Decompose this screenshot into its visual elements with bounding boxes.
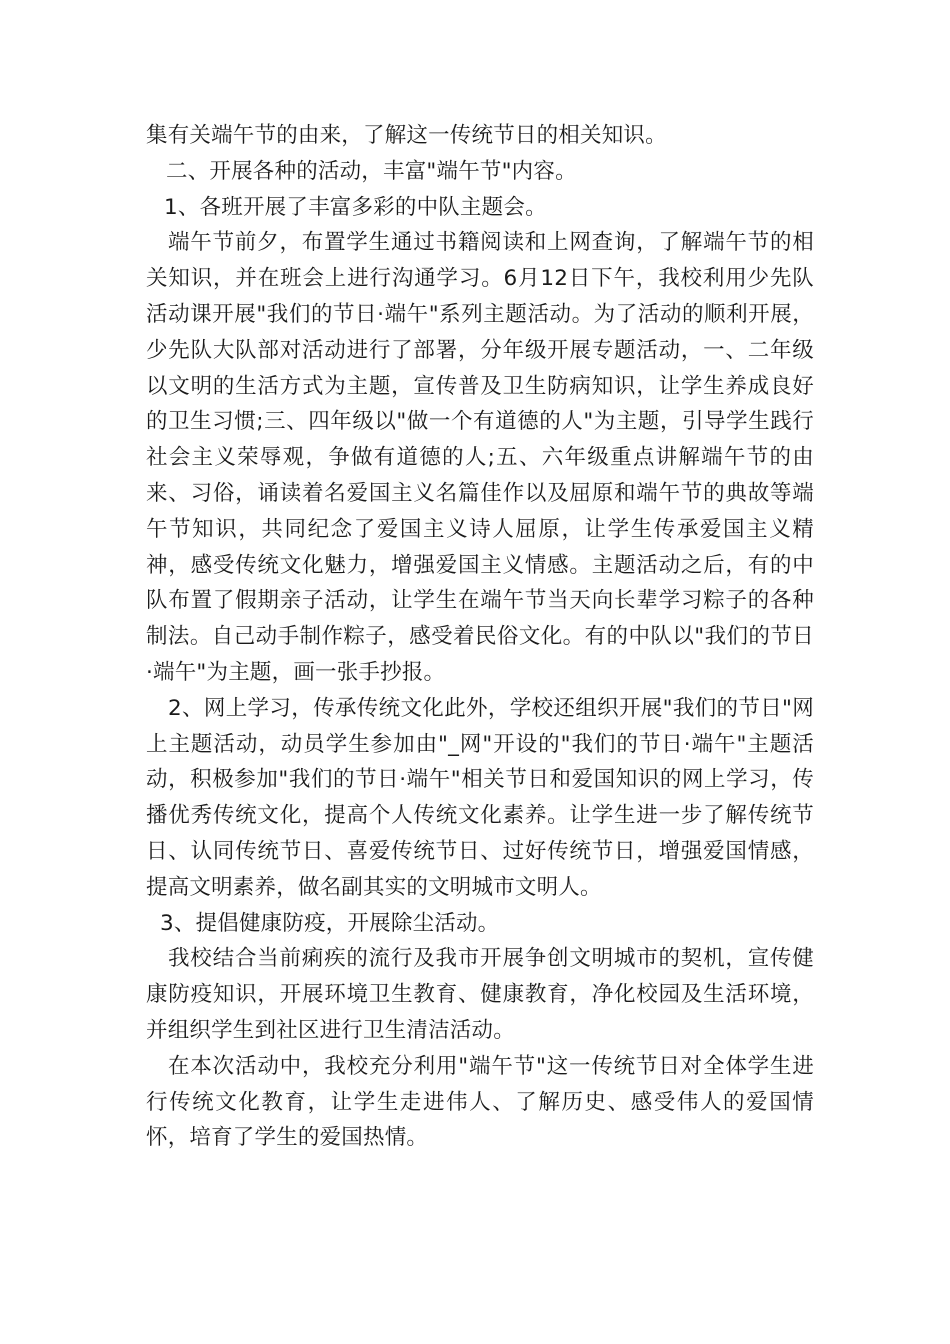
paragraph-conclusion: 在本次活动中，我校充分利用"端午节"这一传统节日对全体学生进行传统文化教育，让学生走进伟人、了解历史、感受伟人的爱国情怀，培育了学生的爱国热情。 bbox=[146, 1053, 814, 1151]
paragraph-online-learning: 2、网上学习，传承传统文化此外，学校还组织开展"我们的节日"网上主题活动，动员学生参加由"_网"开设的"我们的节日·端午"主题活动，积极参加"我们的节日·端午"相关节日和爱国知识的网上学习，传播优秀传统文化，提高个人传统文化素养。让学生进一步了解传统节日、认同传统节日、喜爱传统节日、过好传统节日，增强爱国情感，提高文明素养，做名副其实的文明城市文明人。 bbox=[146, 695, 814, 900]
section-heading-two: 二、开展各种的活动，丰富"端午节"内容。 bbox=[166, 158, 577, 184]
paragraph-continuation: 集有关端午节的由来，了解这一传统节日的相关知识。 bbox=[146, 123, 667, 148]
document-body bbox=[146, 118, 814, 1156]
subheading-one: 1、各班开展了丰富多彩的中队主题会。 bbox=[164, 194, 547, 220]
subheading-three: 3、提倡健康防疫，开展除尘活动。 bbox=[160, 910, 500, 936]
paragraph-health-prevention: 我校结合当前痢疾的流行及我市开展争创文明城市的契机，宣传健康防疫知识，开展环境卫生教育、健康教育，净化校园及生活环境，并组织学生到社区进行卫生清洁活动。 bbox=[146, 946, 814, 1043]
paragraph-class-meetings: 端午节前夕，布置学生通过书籍阅读和上网查询，了解端午节的相关知识，并在班会上进行沟通学习。6月12日下午，我校利用少先队活动课开展"我们的节日·端午"系列主题活动。为了活动的顺利开展，少先队大队部对活动进行了部署，分年级开展专题活动，一、二年级以文明的生活方式为主题，宣传普及卫生防病知识，让学生养成良好的卫生习惯;三、四年级以"做一个有道德的人"为主题，引导学生践行社会主义荣辱观，争做有道德的人;五、六年级重点讲解端午节的由来、习俗，诵读着名爱国主义名篇佳作以及屈原和端午节的典故等端午节知识，共同纪念了爱国主义诗人屈原，让学生传承爱国主义精神，感受传统文化魅力，增强爱国主义情感。主题活动之后，有的中队布置了假期亲子活动，让学生在端午节当天向长辈学习粽子的各种制法。自己动手制作粽子，感受着民俗文化。有的中队以"我们的节日·端午"为主题，画一张手抄报。 bbox=[146, 230, 814, 685]
